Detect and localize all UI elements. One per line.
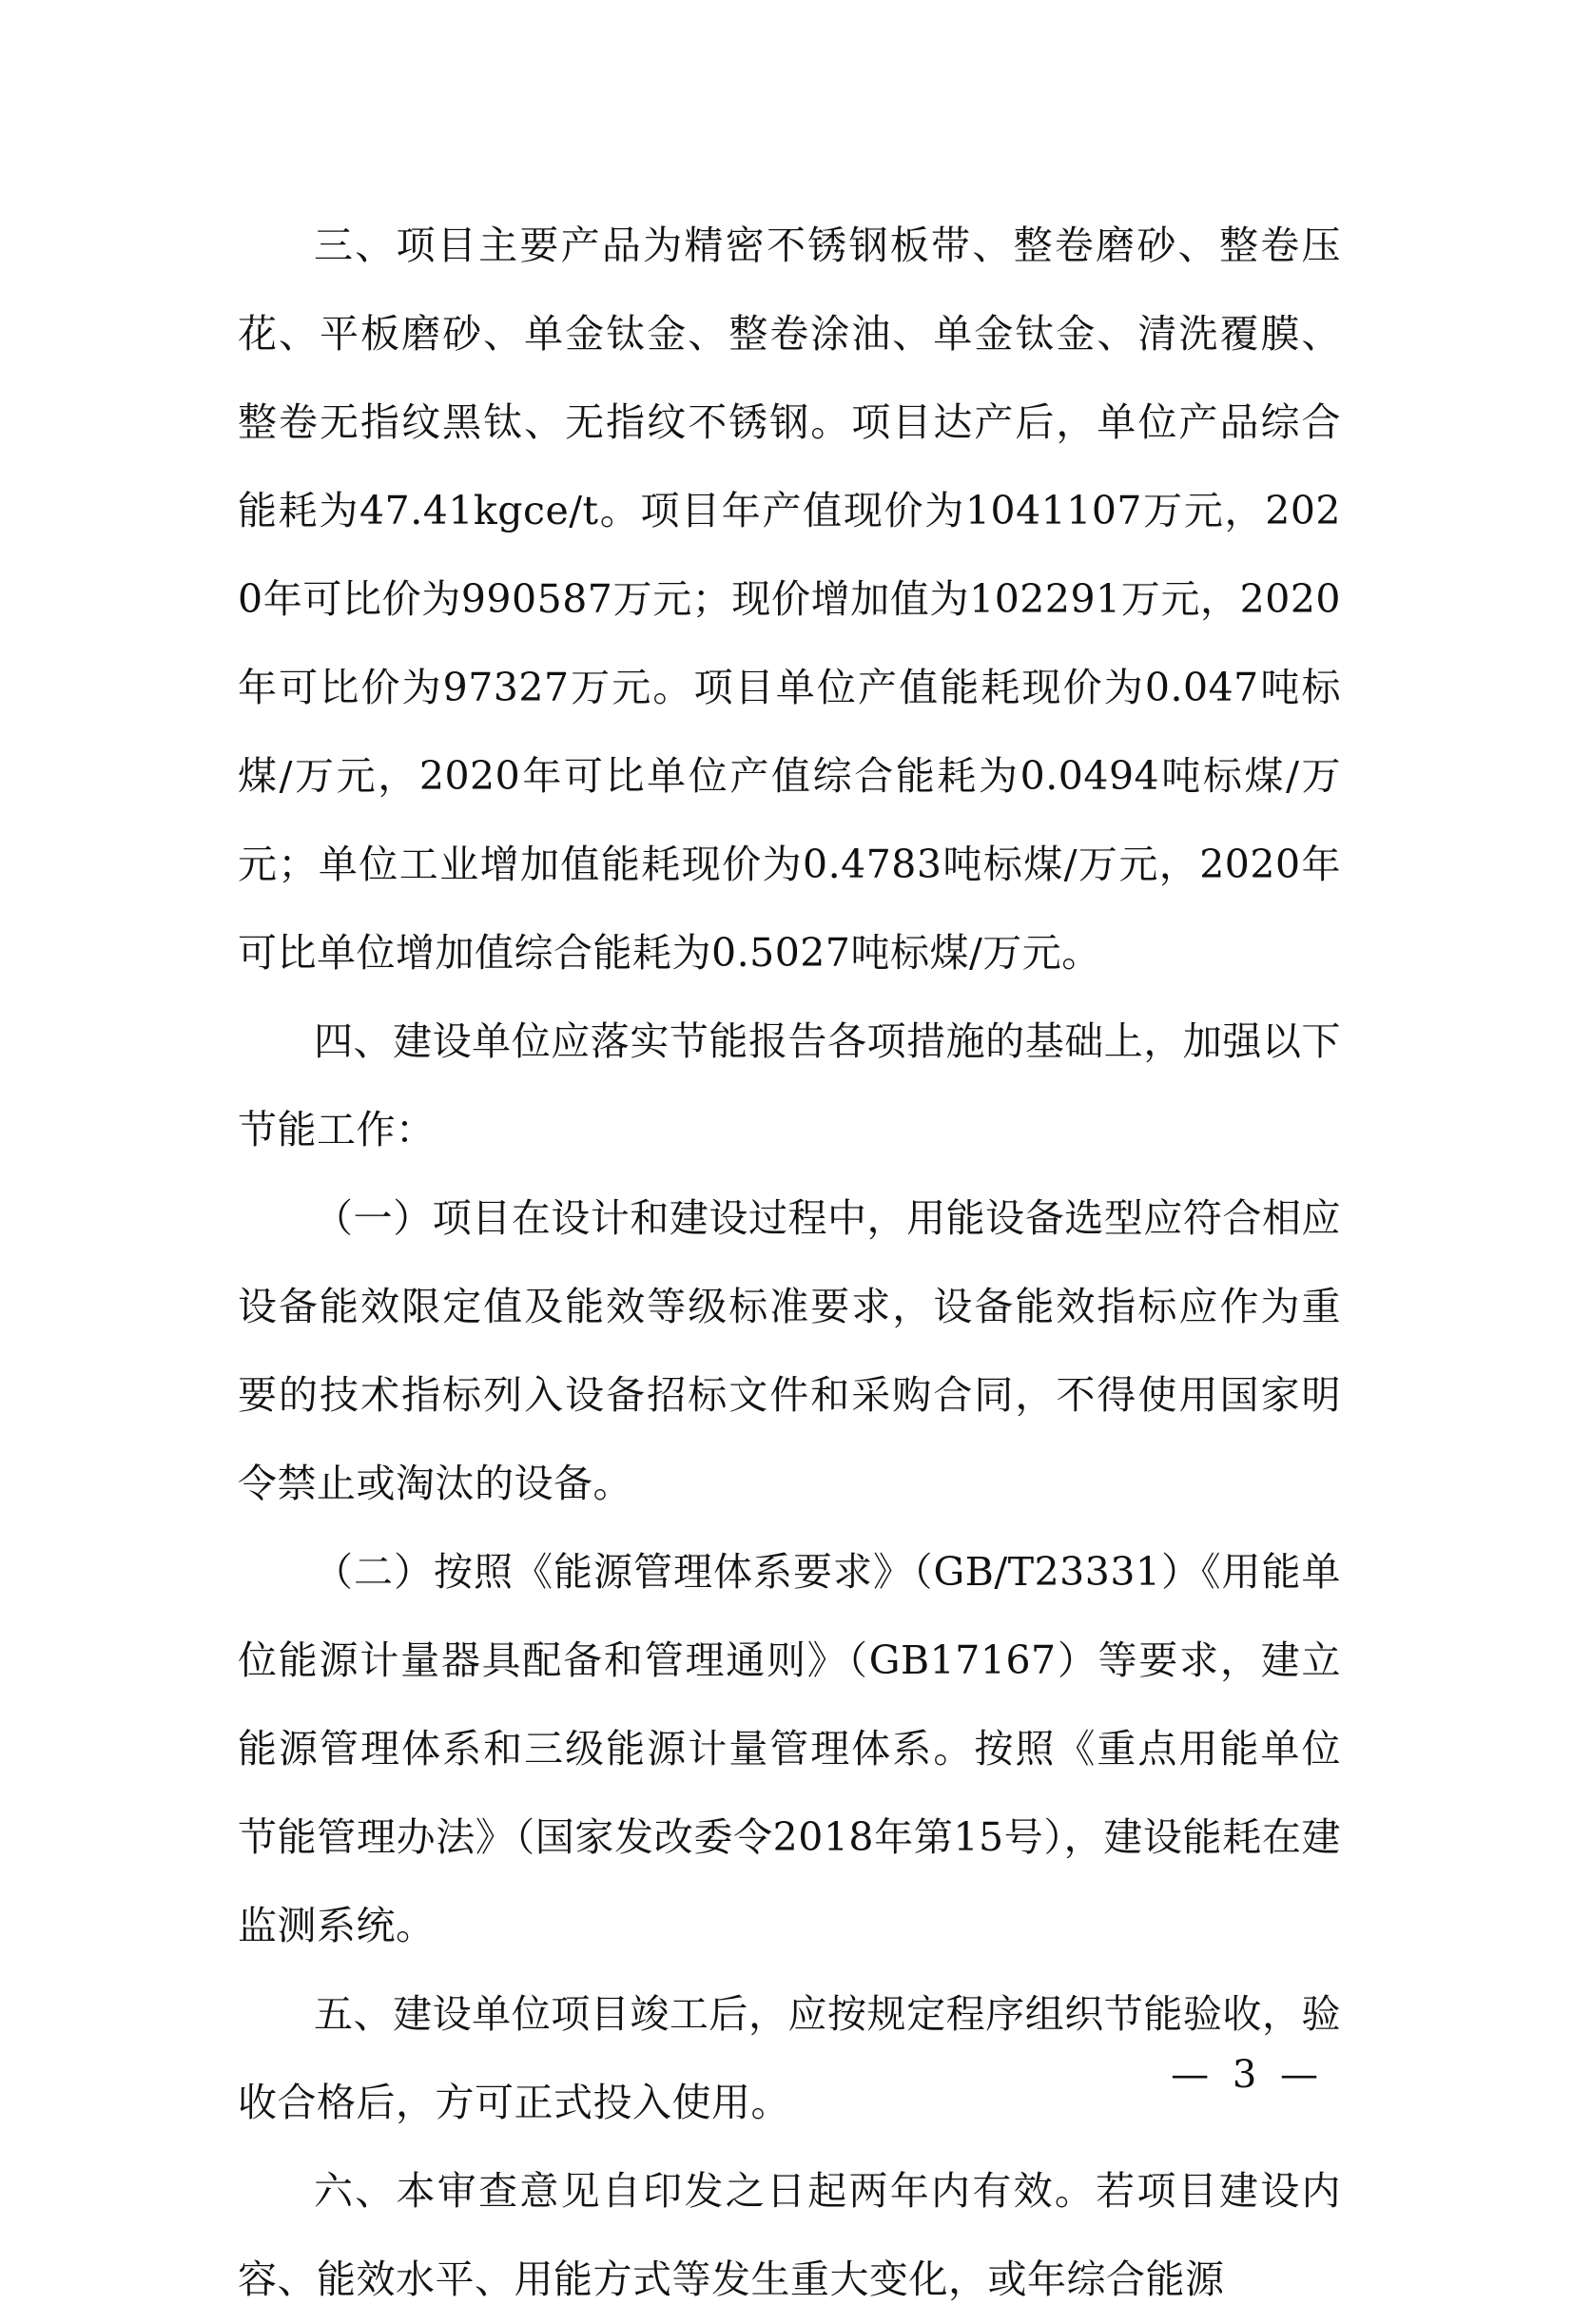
paragraph-completion-acceptance: 五、建设单位项目竣工后，应按规定程序组织节能验收，验收合格后，方可正式投入使用。: [238, 1991, 1341, 2125]
page-number: — 3 —: [1171, 2053, 1324, 2097]
paragraph-validity: 六、本审查意见自印发之日起两年内有效。若项目建设内容、能效水平、用能方式等发生重大变化，或年综合能源: [238, 2168, 1341, 2302]
paragraph-energy-management-system: （二）按照《能源管理体系要求》（GB/T23331）《用能单位能源计量器具配备和管理通则》（GB17167）等要求，建立能源管理体系和三级能源计量管理体系。按照《重点用能单位节能管理办法》（国家发改委令2018年第15号），建设能耗在建监测系统。: [238, 1549, 1341, 1948]
paragraph-energy-saving-work: 四、建设单位应落实节能报告各项措施的基础上，加强以下节能工作：: [238, 1018, 1341, 1152]
paragraph-products-and-energy: 三、项目主要产品为精密不锈钢板带、整卷磨砂、整卷压花、平板磨砂、单金钛金、整卷涂油、单金钛金、清洗覆膜、整卷无指纹黑钛、无指纹不锈钢。项目达产后，单位产品综合能耗为47.41kgce/t。项目年产值现价为1041107万元，2020年可比价为990587万元；现价增加值为102291万元，2020年可比价为97327万元。项目单位产值能耗现价为0.047吨标煤/万元，2020年可比单位产值综合能耗为0.0494吨标煤/万元；单位工业增加值能耗现价为0.4783吨标煤/万元，2020年可比单位增加值综合能耗为0.5027吨标煤/万元。: [238, 223, 1341, 976]
document-body: [238, 202, 1341, 2324]
paragraph-equipment-selection: （一）项目在设计和建设过程中，用能设备选型应符合相应设备能效限定值及能效等级标准要求，设备能效指标应作为重要的技术指标列入设备招标文件和采购合同，不得使用国家明令禁止或淘汰的设备。: [238, 1195, 1341, 1506]
